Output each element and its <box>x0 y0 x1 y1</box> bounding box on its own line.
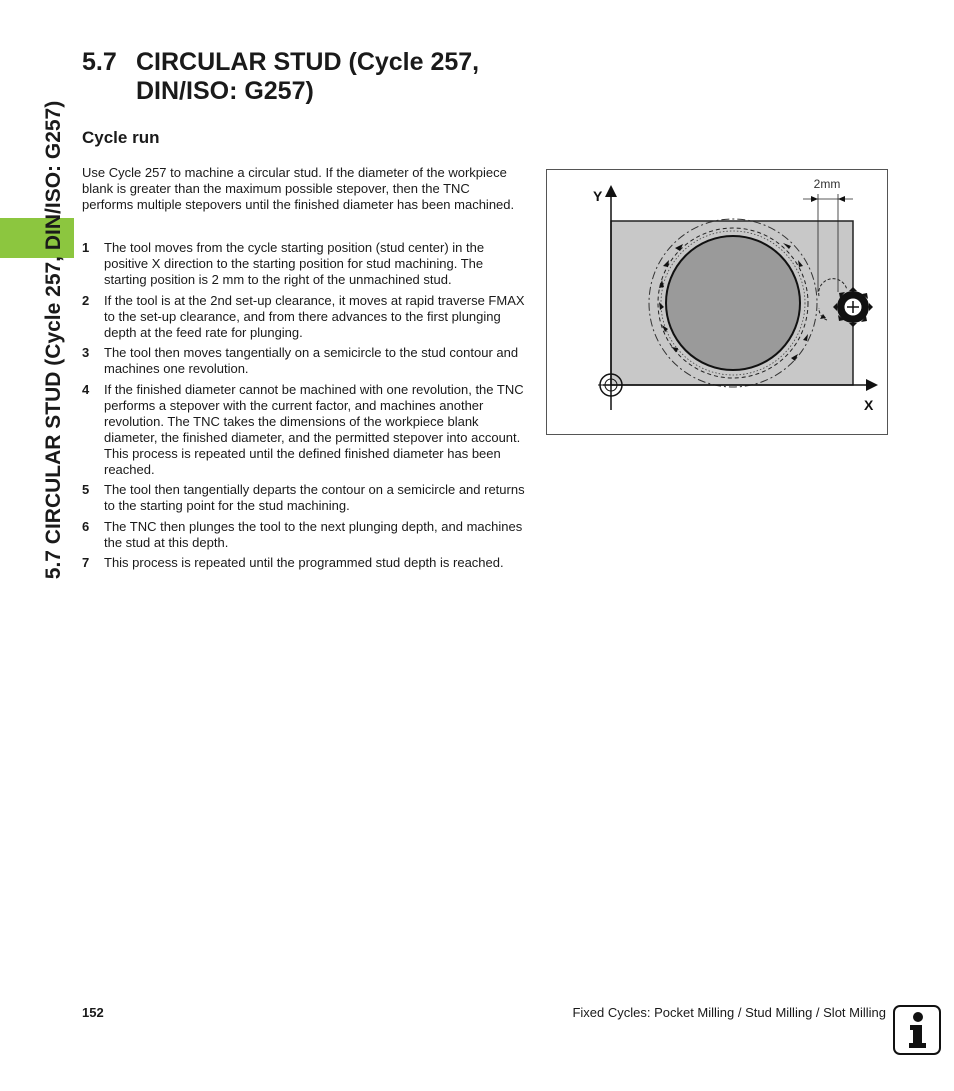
list-item <box>82 240 526 288</box>
dimension-label: 2mm <box>813 177 841 191</box>
milling-cutter <box>833 287 873 327</box>
finished-stud <box>666 236 800 370</box>
steps-list <box>82 240 526 576</box>
step-text: If the finished diameter cannot be machined with one revolution, the TNC performs a stepover with the current factor, and machines another revolution. The TNC takes the dimensions of the workpiece blank diameter, the finished diameter, and the permitted stepover into account. This process is repeated until the defined finished diameter has been reached. <box>104 381 524 477</box>
chapter-title <box>82 48 522 106</box>
step-text: This process is repeated until the programmed stud depth is reached. <box>104 555 504 570</box>
intro-paragraph: Use Cycle 257 to machine a circular stud. If the diameter of the workpiece blank is greater than the maximum possible stepover, then the TNC performs multiple stepovers until the finished diameter has been machined. <box>82 165 515 212</box>
step-number: 5 <box>82 482 90 497</box>
step-number: 7 <box>82 555 90 570</box>
step-text: The tool then tangentially departs the contour on a semicircle and returns to the starting point for the stud machining. <box>104 482 525 513</box>
list-item <box>82 382 526 478</box>
step-text: The TNC then plunges the tool to the next plunging depth, and machines the stud at this depth. <box>104 518 523 550</box>
info-icon <box>893 1005 941 1055</box>
page-number: 152 <box>82 1005 104 1020</box>
list-item <box>82 345 526 377</box>
list-item <box>82 482 526 514</box>
section-title: Cycle run <box>82 128 160 147</box>
step-text: The tool moves from the cycle starting position (stud center) in the positive X direction to the starting position for stud machining. The starting position is 2 mm to the right of the unmachined stud. <box>104 240 485 287</box>
footer-text: Fixed Cycles: Pocket Milling / Stud Milling / Slot Milling <box>572 1005 886 1020</box>
step-text: The tool then moves tangentially on a semicircle to the stud contour and machines one revolution. <box>104 345 519 376</box>
chapter-number: 5.7 <box>82 48 117 76</box>
list-item <box>82 519 526 551</box>
step-number: 3 <box>82 345 90 360</box>
list-item <box>82 555 526 571</box>
step-number: 1 <box>82 240 90 255</box>
stud-milling-diagram <box>546 169 888 435</box>
step-number: 6 <box>82 518 90 534</box>
list-item <box>82 293 526 341</box>
chapter-title-line2: DIN/ISO: G257) <box>136 77 314 105</box>
x-axis-label: X <box>864 397 874 413</box>
chapter-title-line1: CIRCULAR STUD (Cycle 257, <box>136 48 480 76</box>
step-number: 2 <box>82 292 90 308</box>
side-chapter-title: 5.7 CIRCULAR STUD (Cycle 257, DIN/ISO: G257) <box>42 100 65 580</box>
step-number: 4 <box>82 381 90 397</box>
step-text: If the tool is at the 2nd set-up clearance, it moves at rapid traverse FMAX to the set-up clearance, and from there advances to the first plunging depth at the feed rate for plunging. <box>104 292 525 340</box>
y-axis-label: Y <box>593 188 603 204</box>
